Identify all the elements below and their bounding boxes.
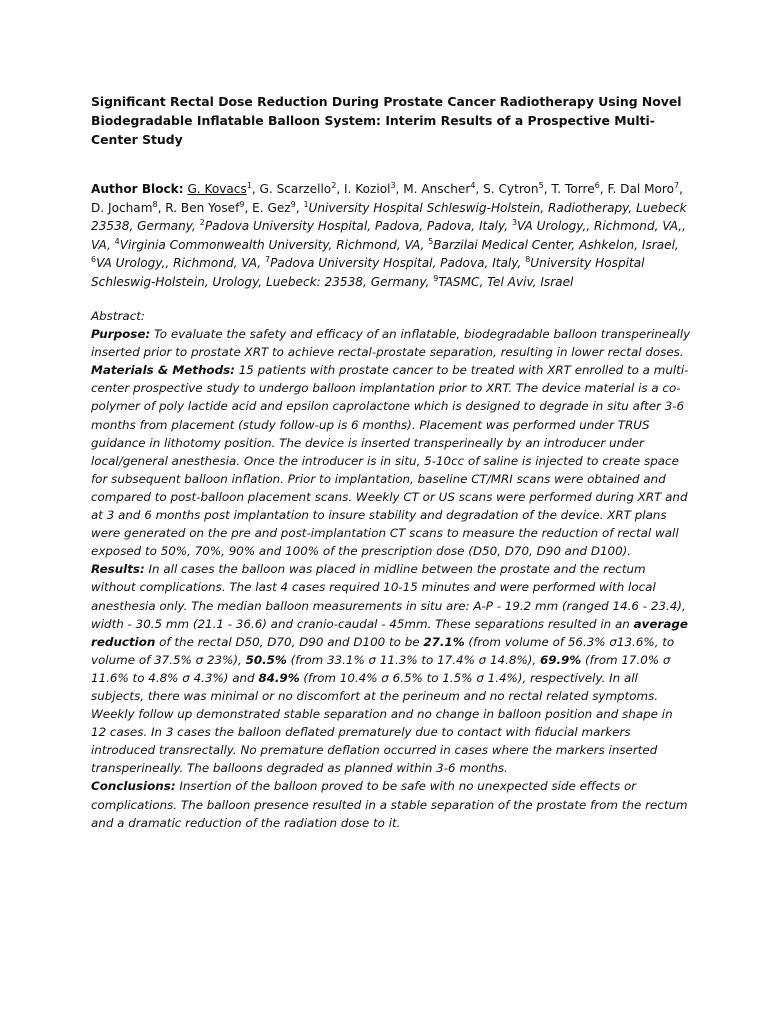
results-text: (from 10.4% σ 6.5% to 1.5% σ 1.4%), respectively. In all subjects, there was minimal or no discomfort at the perineum and no rectal related symptoms. Weekly follow up demonstrated stable separation and no change in balloon position and shape in 12 cases. In 3 cases the balloon deflated prematurely due to contact with fiducial markers introduced transrectally. No premature deflation occurred in cases where the markers inserted transperineally. The balloons degraded as planned within 3-6 months. [91,670,673,776]
results-highlight: 69.9% [539,652,582,667]
results-highlight: average reduction [91,616,688,649]
methods-label: Materials & Methods: [91,363,235,378]
results-highlight: 50.5% [245,652,287,667]
affiliation-superscript: 7 [265,255,271,265]
author-name: , F. Dal Moro [599,182,675,196]
author-name: , E. Gez [244,200,291,215]
paper-title: Significant Rectal Dose Reduction During Prostate Cancer Radiotherapy Using Novel Biodegradable Inflatable Balloon System: Interim Results of a Prospective Multi-Center Study [91,94,682,147]
conclusions-text: Insertion of the balloon proved to be safe with no unexpected side effects or complications. The balloon presence resulted in a stable separation of the prostate from the rectum and a dramatic reduction of the radiation dose to it. [91,779,688,830]
author-name: , D. Jocham [91,182,683,215]
author-superscript: 9 [239,199,245,209]
affiliation: Barzilai Medical Center, Ashkelon, Israel, [433,237,679,252]
purpose-text: To evaluate the safety and efficacy of an inflatable, biodegradable balloon transperineally inserted prior to prostate XRT to achieve rectal-prostate separation, resulting in lower rectal doses. [91,327,691,360]
affiliation: TASMC, Tel Aviv, Israel [438,274,574,289]
purpose-paragraph [91,325,691,361]
abstract-section [91,307,691,832]
results-text: of the rectal D50, D70, D90 and D100 to be [155,634,424,649]
affiliation-superscript: 9 [433,273,439,283]
methods-text: 15 patients with prostate cancer to be treated with XRT enrolled to a multi-center prospective study to undergo balloon implantation prior to XRT. The device material is a co-polymer of poly lactide acid and epsilon caprolactone which is designed to degrade in situ after 3-6 months from placement (study follow-up is 6 months). Placement was performed under TRUS guidance in lithotomy position. The device is inserted transperineally by an introducer under local/general anesthesia. Once the introducer is in situ, 5-10cc of saline is injected to create space for subsequent balloon inflation. Prior to implantation, baseline CT/MRI scans were obtained and compared to post-balloon placement scans. Weekly CT or US scans were performed during XRT and at 3 and 6 months post implantation to insure stability and degradation of the device. XRT plans were generated on the pre and post-implantation CT scans to measure the reduction of rectal wall exposed to 50%, 70%, 90% and 100% of the prescription dose (D50, D70, D90 and D100). [91,363,689,559]
affiliation-superscript: 4 [114,236,120,246]
author-name: , R. Ben Yosef [157,200,240,215]
affiliation: Padova University Hospital, Padova, Italy, [270,256,526,271]
author-name: , I. Koziol [336,182,391,196]
results-text: In all cases the balloon was placed in midline between the prostate and the rectum without complications. The last 4 cases required 10-15 minutes and were performed with local anesthesia only. The median balloon measurements in situ are: A-P - 19.2 mm (ranged 14.6 - 23.4), width - 30.5 mm (21.1 - 36.6) and cranio-caudal - 45mm. These separations resulted in an [91,562,686,631]
results-highlight: 27.1% [423,634,465,649]
affiliation-superscript: 6 [91,255,97,265]
results-text: (from 17.0% σ 11.6% to 4.8% σ 4.3%) and [91,652,671,685]
affiliation: University Hospital Schleswig-Holstein, Radiotherapy, Luebeck 23538, Germany, [91,200,687,234]
author-superscript: 3 [390,180,396,190]
results-text: (from volume of 56.3% σ13.6%, to volume of 37.5% σ 23%), [91,634,675,667]
affiliation-superscript: 3 [511,218,518,228]
methods-paragraph [91,361,691,560]
purpose-label: Purpose: [91,327,151,342]
conclusions-label: Conclusions: [91,779,176,794]
results-label: Results: [91,562,145,577]
author-name: , M. Anscher [395,182,471,196]
first-author-link[interactable]: G. Kovacs [187,182,247,196]
affiliation: VA Urology,, Richmond, VA, [96,256,265,271]
affiliation-superscript: 5 [428,236,434,246]
abstract-heading: Abstract: [91,309,145,323]
author-name: , S. Cytron [475,182,539,196]
author-superscript: 2 [331,180,337,190]
author-name: , G. Scarzello [251,182,332,196]
author-superscript: 1 [246,180,252,190]
results-text: (from 33.1% σ 11.3% to 17.4% σ 14.8%), [286,652,540,667]
affiliation: Virginia Commonwealth University, Richmond, VA, [119,237,429,252]
author-superscript: 7 [674,180,680,190]
results-highlight: 84.9% [258,670,300,685]
author-superscript: 9 [290,199,296,209]
author-superscript: 6 [594,180,600,190]
affiliation: Padova University Hospital, Padova, Padova, Italy, [204,219,512,234]
author-superscript: 8 [152,199,158,209]
affiliation-superscript: 1 [303,199,309,209]
results-paragraph [91,560,691,777]
affiliation-superscript: 2 [199,218,205,228]
author-block-label: Author Block: [91,182,184,196]
author-superscript: 4 [470,180,476,190]
author-superscript: 5 [538,180,544,190]
conclusions-paragraph [91,777,691,831]
affiliation: VA Urology,, Richmond, VA,, VA, [91,219,686,252]
author-name: , T. Torre [543,182,595,196]
author-block [91,180,691,292]
affiliation-superscript: 8 [525,255,531,265]
affiliation: University Hospital Schleswig-Holstein, Urology, Luebeck: 23538, Germany, [91,256,645,289]
author-separator: , [295,200,304,215]
